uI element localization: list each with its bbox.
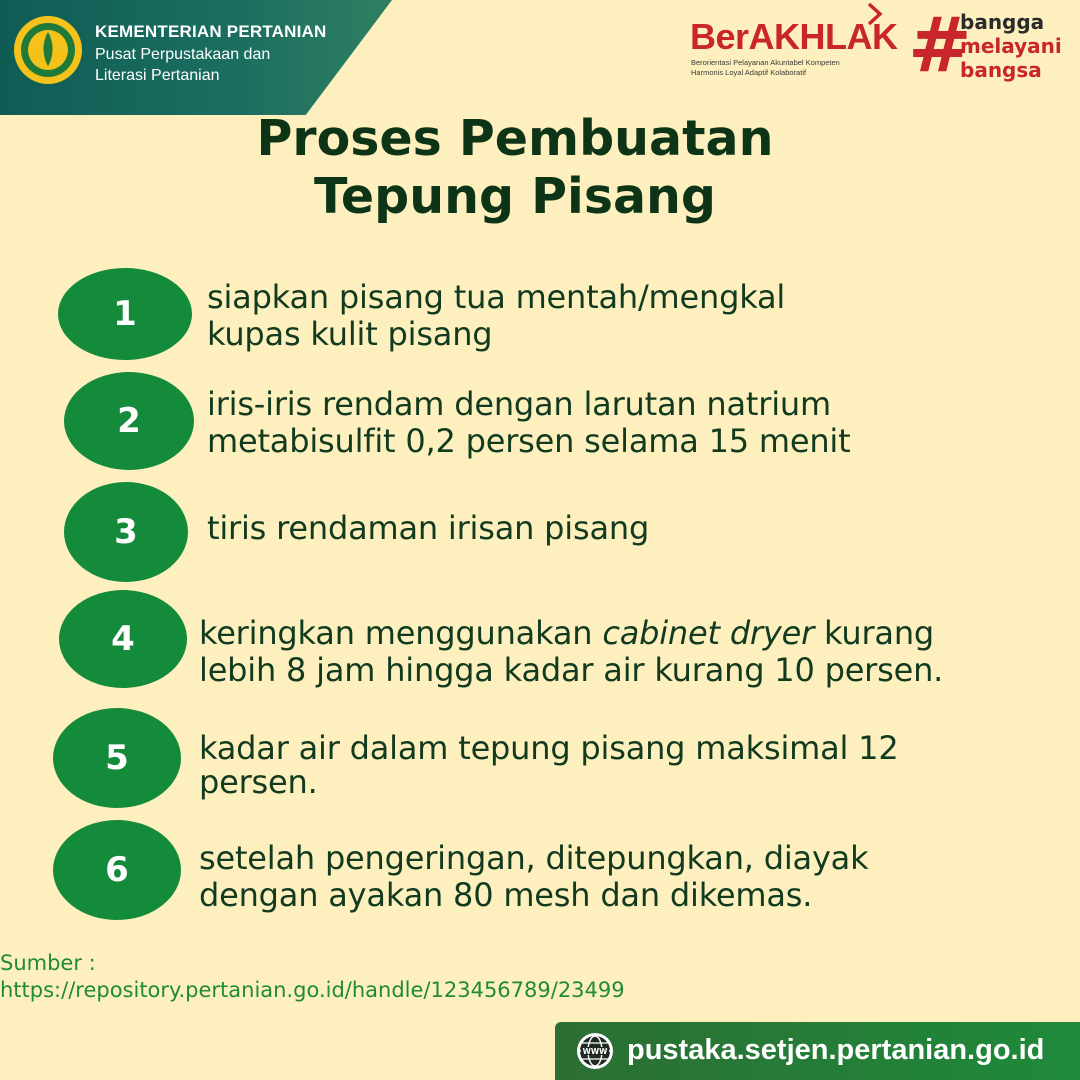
step-number-badge: 2 [64, 372, 194, 470]
step-text [199, 731, 899, 799]
step-text-line1-italic: cabinet dryer [602, 614, 815, 652]
hashtag-sign: # [908, 0, 972, 89]
hashtag-line1: bangga [960, 10, 1045, 34]
hashtag-lines [960, 10, 1062, 82]
step-text [207, 386, 850, 460]
step-text-line2: lebih 8 jam hingga kadar air kurang 10 persen. [199, 651, 944, 689]
page-title-line2: Tepung Pisang [313, 168, 717, 225]
step-text-line1: setelah pengeringan, ditepungkan, diayak [199, 839, 869, 877]
step-number-badge: 4 [59, 590, 187, 688]
ministry-text [95, 22, 327, 86]
step-text-line1-pre: keringkan menggunakan [199, 614, 603, 652]
footer-bar[interactable] [555, 1022, 1080, 1080]
ministry-sub-line2: Literasi Pertanian [95, 67, 220, 84]
step-number-badge: 1 [58, 268, 192, 360]
kementan-emblem-icon [12, 14, 84, 86]
page-title-line1: Proses Pembuatan [256, 110, 774, 167]
hashtag-line2: melayani [960, 34, 1062, 58]
globe-icon [575, 1031, 615, 1071]
step-text-line1: tiris rendaman irisan pisang [207, 509, 650, 547]
bangga-melayani-bangsa-logo [908, 0, 1078, 89]
globe-text: WWW [582, 1047, 608, 1056]
chevron-right-icon [866, 2, 884, 26]
step-number-badge: 5 [53, 708, 181, 808]
berakhlak-tagline-line2: Harmonis Loyal Adaptif Kolaboratif [691, 68, 807, 77]
source-label: Sumber : [0, 951, 96, 975]
step-text-line1 [199, 615, 943, 652]
step-text-line1: siapkan pisang tua mentah/mengkal [207, 278, 786, 316]
step-text-line1-post: kurang [814, 614, 935, 652]
berakhlak-logo [690, 0, 898, 80]
step-text-line2: dengan ayakan 80 mesh dan dikemas. [199, 876, 813, 914]
step-text [207, 510, 649, 547]
step-text-line2: metabisulfit 0,2 persen selama 15 menit [207, 422, 851, 460]
berakhlak-tagline-line1: Berorientasi Pelayanan Akuntabel Kompeten [691, 58, 840, 67]
step-number-badge: 3 [64, 482, 188, 582]
step-text [199, 615, 943, 689]
ministry-name: KEMENTERIAN PERTANIAN [95, 22, 327, 41]
berakhlak-word: BerAKHLAK [690, 16, 898, 57]
step-text-line2: persen. [199, 763, 318, 801]
ministry-sub-line1: Pusat Perpustakaan dan [95, 46, 271, 63]
source-url-link[interactable]: https://repository.pertanian.go.id/handle/123456789/23499 [0, 978, 625, 1002]
page-title [0, 110, 1030, 226]
step-text-line1: iris-iris rendam dengan larutan natrium [207, 385, 831, 423]
hashtag-line3: bangsa [960, 58, 1042, 82]
step-text [207, 279, 785, 353]
step-number-badge: 6 [53, 820, 181, 920]
step-text-line2: kupas kulit pisang [207, 315, 493, 353]
berakhlak-tagline [691, 58, 891, 78]
footer-url-link[interactable]: pustaka.setjen.pertanian.go.id [627, 1034, 1045, 1066]
step-text-line1: kadar air dalam tepung pisang maksimal 12 [199, 729, 899, 767]
source-citation [0, 950, 625, 1004]
step-text [199, 840, 868, 914]
